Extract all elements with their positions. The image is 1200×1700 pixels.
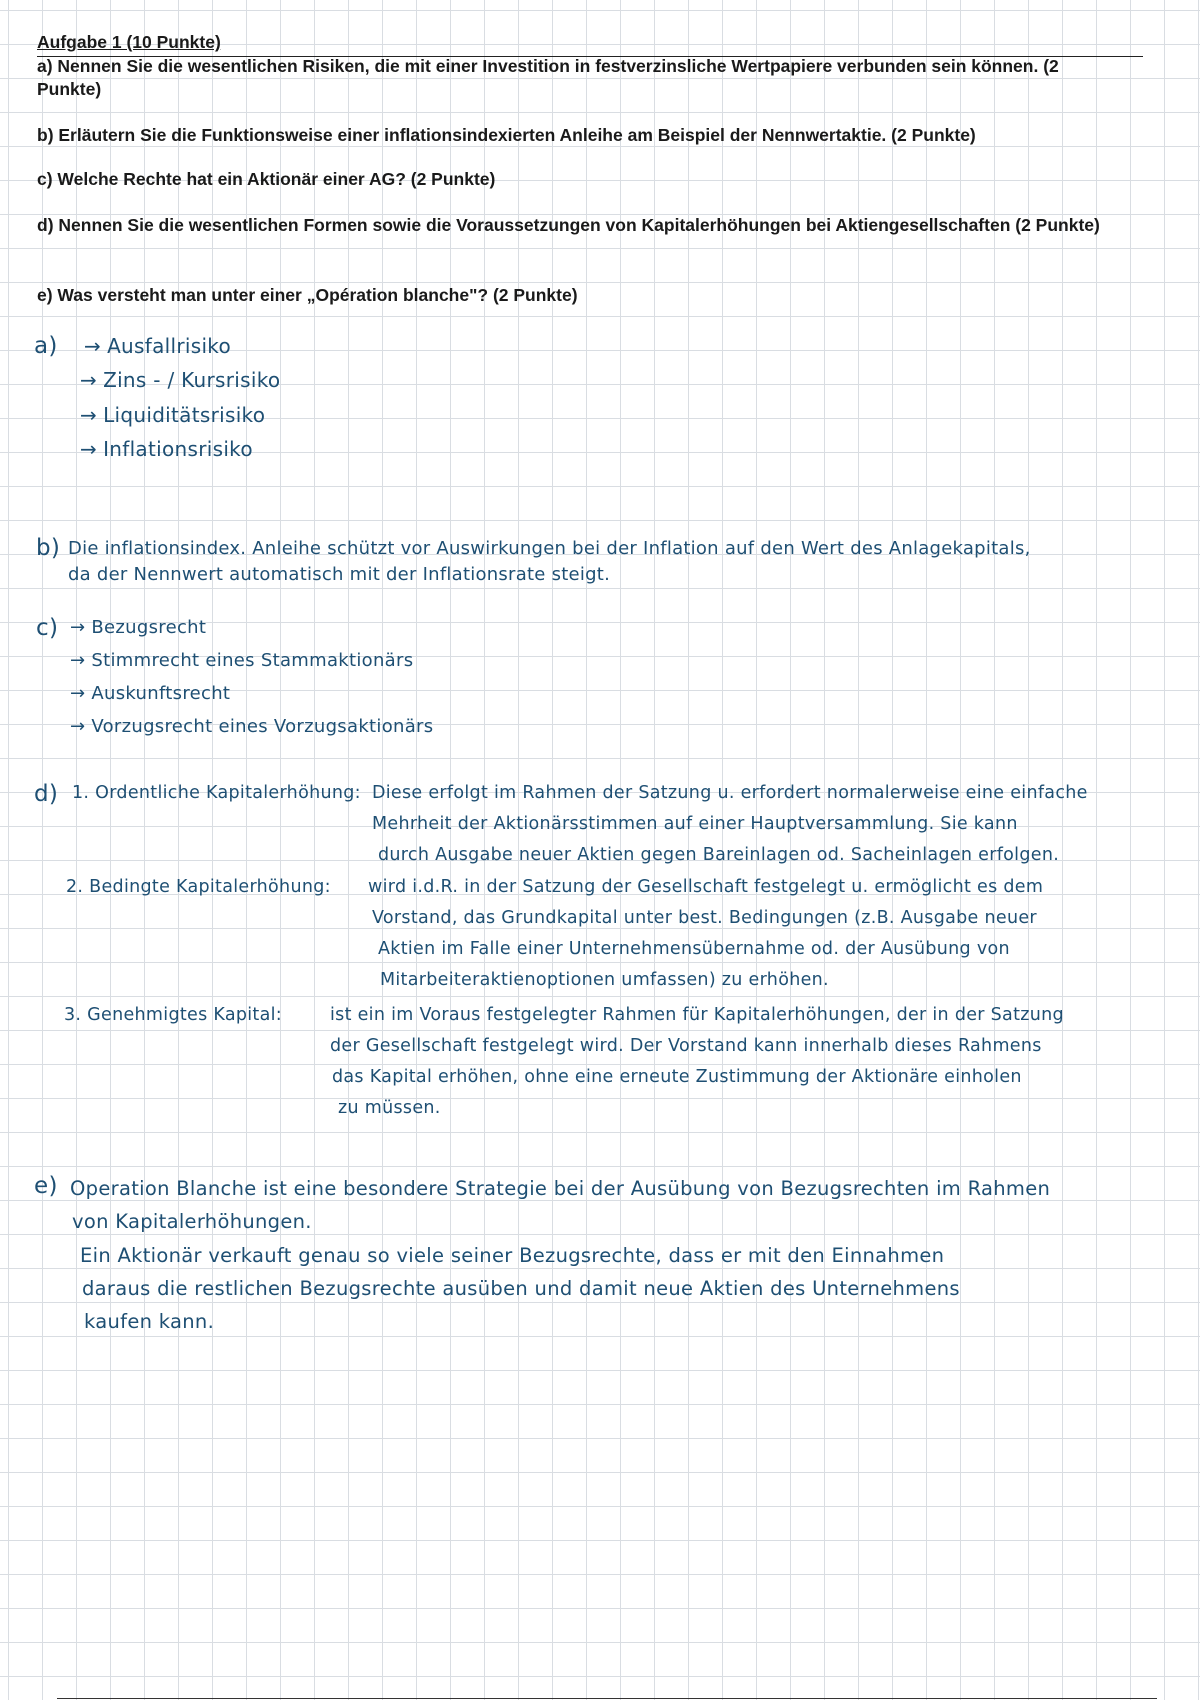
answer-e-label: e) — [34, 1173, 58, 1199]
form-line: Mehrheit der Aktionärsstimmen auf einer Hauptversammlung. Sie kann — [372, 814, 1018, 834]
arrow-icon: → — [70, 650, 86, 671]
answer-b-label: b) — [36, 535, 61, 561]
form-line: Vorstand, das Grundkapital unter best. Bedingungen (z.B. Ausgabe neuer — [372, 908, 1037, 928]
answer-d-label: d) — [34, 781, 59, 807]
answer-a-item: → Ausfallrisiko — [84, 330, 231, 362]
form-line: Mitarbeiteraktienoptionen umfassen) zu erhöhen. — [380, 970, 829, 990]
answer-c-label: c) — [36, 615, 59, 641]
question-b: b) Erläutern Sie die Funktionsweise einer inflationsindexierten Anleihe am Beispiel der Nennwertaktie. (2 Punkte) — [37, 125, 976, 145]
question-a: a) Nennen Sie die wesentlichen Risiken, die mit einer Investition in festverzinsliche Wertpapiere verbunden sein können. (2 Punkte) — [37, 56, 1059, 99]
answer-b-line: da der Nennwert automatisch mit der Inflationsrate steigt. — [68, 564, 611, 585]
arrow-icon: → — [80, 368, 98, 392]
form-line: ist ein im Voraus festgelegter Rahmen für Kapitalerhöhungen, der in der Satzung — [330, 1005, 1064, 1025]
arrow-icon: → — [80, 403, 98, 427]
question-c: c) Welche Rechte hat ein Aktionär einer AG? (2 Punkte) — [37, 169, 496, 189]
arrow-icon: → — [70, 683, 86, 704]
arrow-icon: → — [70, 617, 86, 638]
answer-c-item: → Bezugsrecht — [70, 612, 206, 643]
answer-c-item: → Auskunftsrecht — [70, 678, 230, 709]
answer-e-line: Ein Aktionär verkauft genau so viele seiner Bezugsrechte, dass er mit den Einnahmen — [80, 1244, 945, 1267]
arrow-icon: → — [84, 334, 102, 358]
form-line: der Gesellschaft festgelegt wird. Der Vorstand kann innerhalb dieses Rahmens — [330, 1036, 1042, 1056]
answer-a-label: a) — [34, 333, 58, 359]
answer-e-line: Operation Blanche ist eine besondere Strategie bei der Ausübung von Bezugsrechten im Rahmen — [70, 1177, 1051, 1200]
form-name-authorized: 3. Genehmigtes Kapital: — [64, 1005, 282, 1025]
form-line: zu müssen. — [338, 1098, 441, 1118]
arrow-icon: → — [70, 716, 86, 737]
task-title: Aufgabe 1 (10 Punkte) — [37, 32, 221, 52]
answer-c-item: → Vorzugsrecht eines Vorzugsaktionärs — [70, 711, 433, 742]
answer-e-line: daraus die restlichen Bezugsrechte ausüben und damit neue Aktien des Unternehmens — [82, 1277, 960, 1300]
answer-c-item: → Stimmrecht eines Stammaktionärs — [70, 645, 413, 676]
question-d: d) Nennen Sie die wesentlichen Formen sowie die Voraussetzungen von Kapitalerhöhungen bei Aktiengesellschaften (2 Punkte) — [37, 215, 1100, 235]
form-line: Aktien im Falle einer Unternehmensübernahme od. der Ausübung von — [378, 939, 1010, 959]
answer-a-item: → Inflationsrisiko — [80, 433, 253, 465]
answer-e-line: kaufen kann. — [84, 1310, 215, 1333]
form-line: wird i.d.R. in der Satzung der Gesellschaft festgelegt u. ermöglicht es dem — [368, 877, 1044, 897]
arrow-icon: → — [80, 437, 98, 461]
form-line: das Kapital erhöhen, ohne eine erneute Zustimmung der Aktionäre einholen — [332, 1067, 1022, 1087]
answer-a-item: → Zins - / Kursrisiko — [80, 364, 280, 396]
form-name-conditional: 2. Bedingte Kapitalerhöhung: — [66, 877, 331, 897]
footer-divider — [57, 1698, 1157, 1699]
form-line: durch Ausgabe neuer Aktien gegen Bareinlagen od. Sacheinlagen erfolgen. — [378, 845, 1060, 865]
form-name-ordinary: 1. Ordentliche Kapitalerhöhung: — [72, 783, 361, 803]
answer-b-line: Die inflationsindex. Anleihe schützt vor Auswirkungen bei der Inflation auf den Wert des Anlagekapitals, — [68, 538, 1031, 559]
form-line: Diese erfolgt im Rahmen der Satzung u. erfordert normalerweise eine einfache — [372, 783, 1088, 803]
question-e: e) Was versteht man unter einer „Opération blanche"? (2 Punkte) — [37, 285, 578, 305]
answer-e-line: von Kapitalerhöhungen. — [72, 1210, 312, 1233]
answer-a-item: → Liquiditätsrisiko — [80, 399, 265, 431]
